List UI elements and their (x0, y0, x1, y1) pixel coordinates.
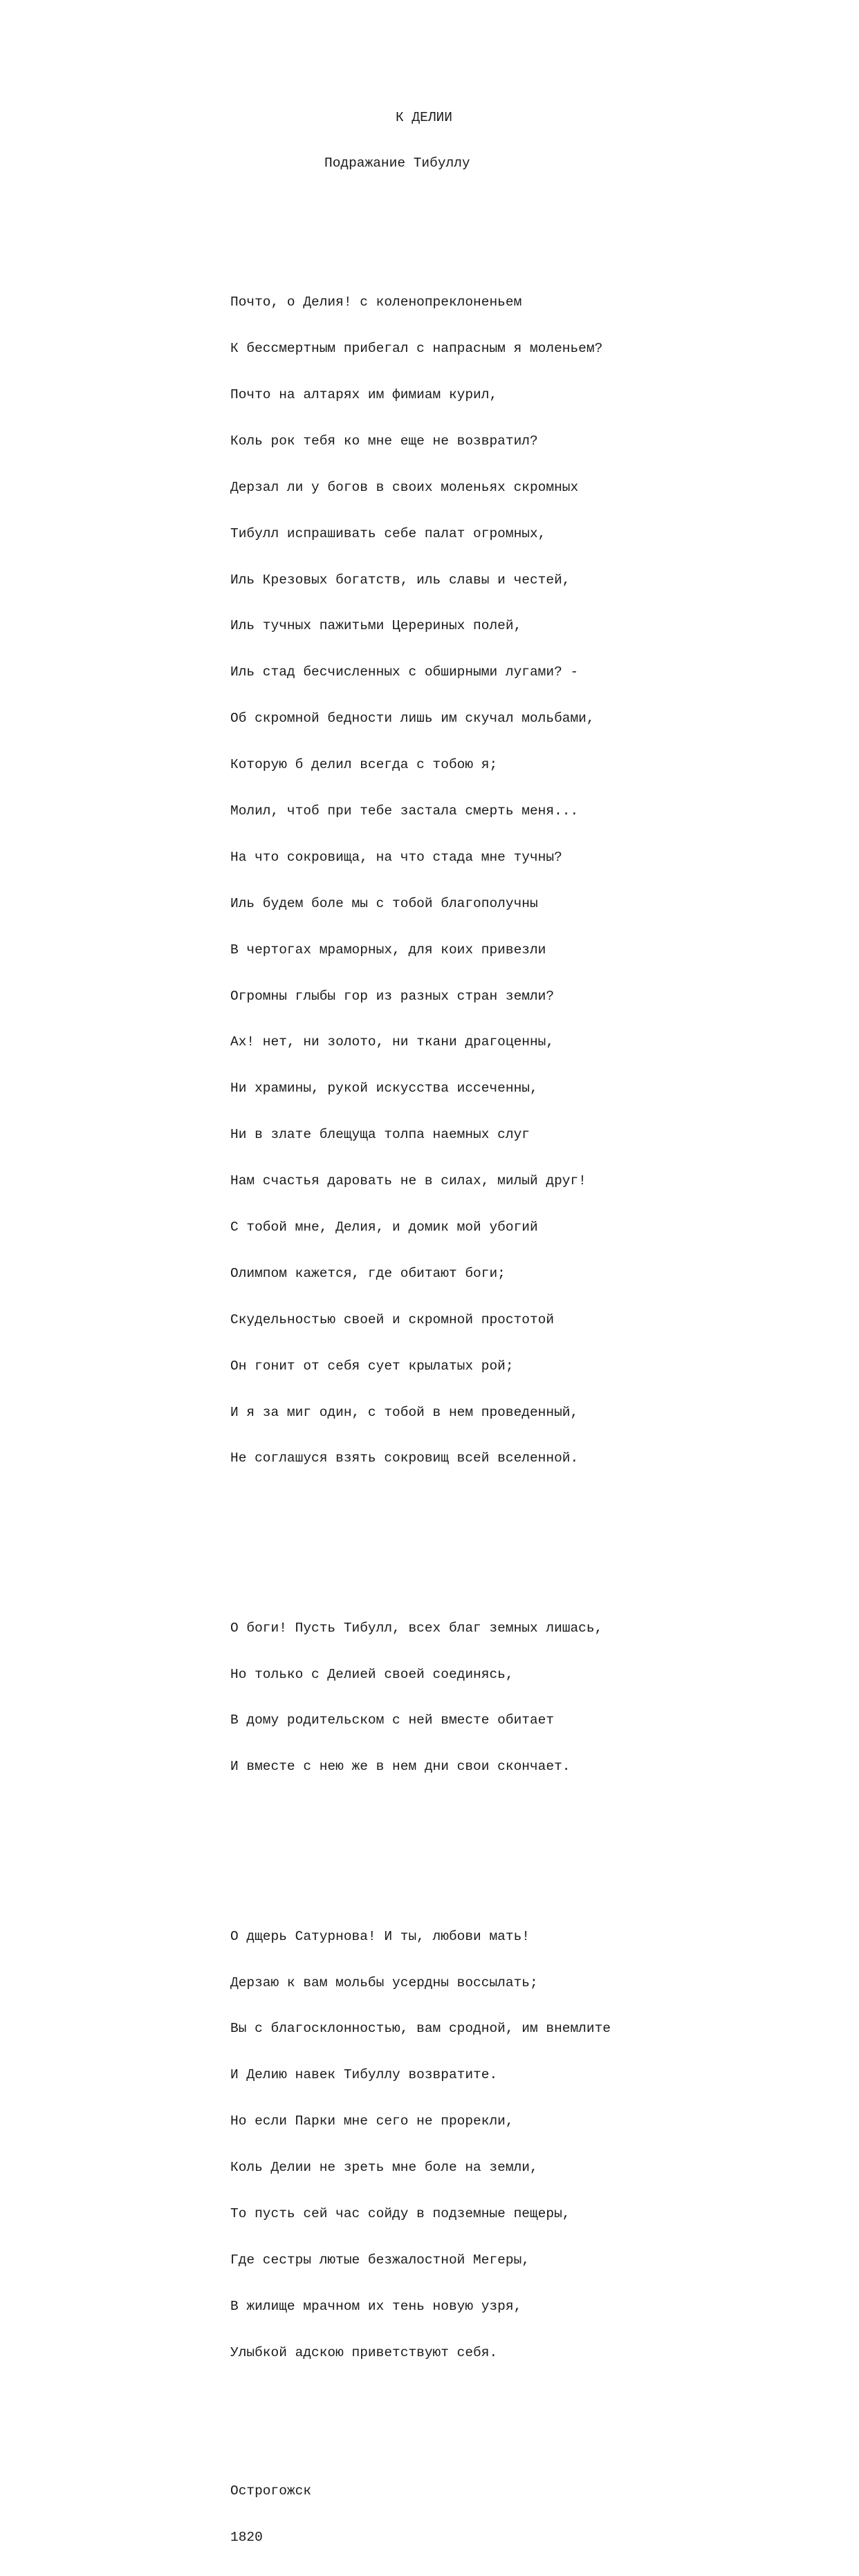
verse-line: Олимпом кажется, где обитают боги; (230, 1265, 506, 1281)
verse-line: Ни храмины, рукой искусства иссеченны, (230, 1081, 538, 1096)
verse-line: К бессмертным прибегал с напрасным я моленьем? (230, 341, 603, 357)
verse-line: Он гонит от себя сует крылатых рой; (230, 1358, 514, 1374)
verse-line: О боги! Пусть Тибулл, всех благ земных лишась, (230, 1620, 603, 1636)
verse-line: Иль стад бесчисленных с обширными лугами? - (230, 664, 579, 680)
verse-line: Ах! нет, ни золото, ни ткани драгоценны, (230, 1034, 555, 1050)
verse-line: Почто, о Делия! с коленопреклоненьем (230, 295, 522, 310)
verse-line: И вместе с нею же в нем дни свои скончает. (230, 1759, 571, 1775)
verse-line: Об скромной бедности лишь им скучал мольбами, (230, 711, 595, 727)
poem-subtitle: Подражание Тибуллу (324, 156, 470, 171)
verse-line: В чертогах мраморных, для коих привезли (230, 942, 546, 958)
verse-line: Огромны глыбы гор из разных стран земли? (230, 988, 555, 1004)
blank-line (230, 2422, 839, 2437)
poem-title: К ДЕЛИИ (396, 109, 452, 125)
verse-line: С тобой мне, Делия, и домик мой убогий (230, 1219, 538, 1235)
place-line: Острогожск (230, 2483, 312, 2499)
poem-document (230, 79, 839, 2576)
verse-line: Где сестры лютые безжалостной Мегеры, (230, 2252, 530, 2268)
verse-line: Коль рок тебя ко мне еще не возвратил? (230, 433, 538, 449)
verse-line: Нам счастья даровать не в силах, милый друг! (230, 1173, 586, 1189)
verse-line: На что сокровища, на что стада мне тучны? (230, 849, 562, 865)
verse-line: Но если Парки мне сего не прорекли, (230, 2113, 514, 2129)
verse-line: Дерзал ли у богов в своих моленьях скромных (230, 479, 579, 495)
verse-line: Молил, чтоб при тебе застала смерть меня... (230, 803, 579, 819)
verse-line: Почто на алтарях им фимиам курил, (230, 386, 498, 402)
verse-line: Дерзаю к вам мольбы усердны воссылать; (230, 1975, 538, 1990)
verse-line: В дому родительском с ней вместе обитает (230, 1712, 555, 1728)
verse-line: О дщерь Сатурнова! И ты, любови мать! (230, 1928, 530, 1944)
verse-line: Иль будем боле мы с тобой благополучны (230, 895, 538, 911)
verse-line: Тибулл испрашивать себе палат огромных, (230, 525, 546, 541)
verse-line: Вы с благосклонностью, вам сродной, им внемлите (230, 2021, 611, 2037)
stanza-2 (230, 1589, 839, 1805)
verse-line: И я за миг один, с тобой в нем проведенный, (230, 1404, 579, 1420)
verse-line: Иль Крезовых богатств, иль славы и честей, (230, 572, 571, 588)
blank-line (230, 202, 839, 217)
stanza-3 (230, 1898, 839, 2391)
stanza-1 (230, 264, 839, 1497)
verse-line: И Делию навек Тибуллу возвратите. (230, 2067, 498, 2083)
year-line: 1820 (230, 2530, 263, 2546)
verse-line: Коль Делии не зреть мне боле на земли, (230, 2160, 538, 2176)
verse-line: Но только с Делией своей соединясь, (230, 1666, 514, 1682)
blank-line (230, 1836, 839, 1851)
blank-line (230, 1528, 839, 1543)
verse-line: Ни в злате блещуща толпа наемных слуг (230, 1127, 530, 1143)
verse-line: Скудельностью своей и скромной простотой (230, 1312, 555, 1327)
verse-line: В жилище мрачном их тень новую узря, (230, 2298, 522, 2314)
verse-line: То пусть сей час сойду в подземные пещеры, (230, 2205, 571, 2221)
verse-line: Улыбкой адскою приветствуют себя. (230, 2344, 498, 2360)
verse-line: Которую б делил всегда с тобою я; (230, 757, 498, 773)
verse-line: Не соглашуся взять сокровищ всей вселенной. (230, 1450, 579, 1466)
verse-line: Иль тучных пажитьми Церериных полей, (230, 618, 522, 634)
